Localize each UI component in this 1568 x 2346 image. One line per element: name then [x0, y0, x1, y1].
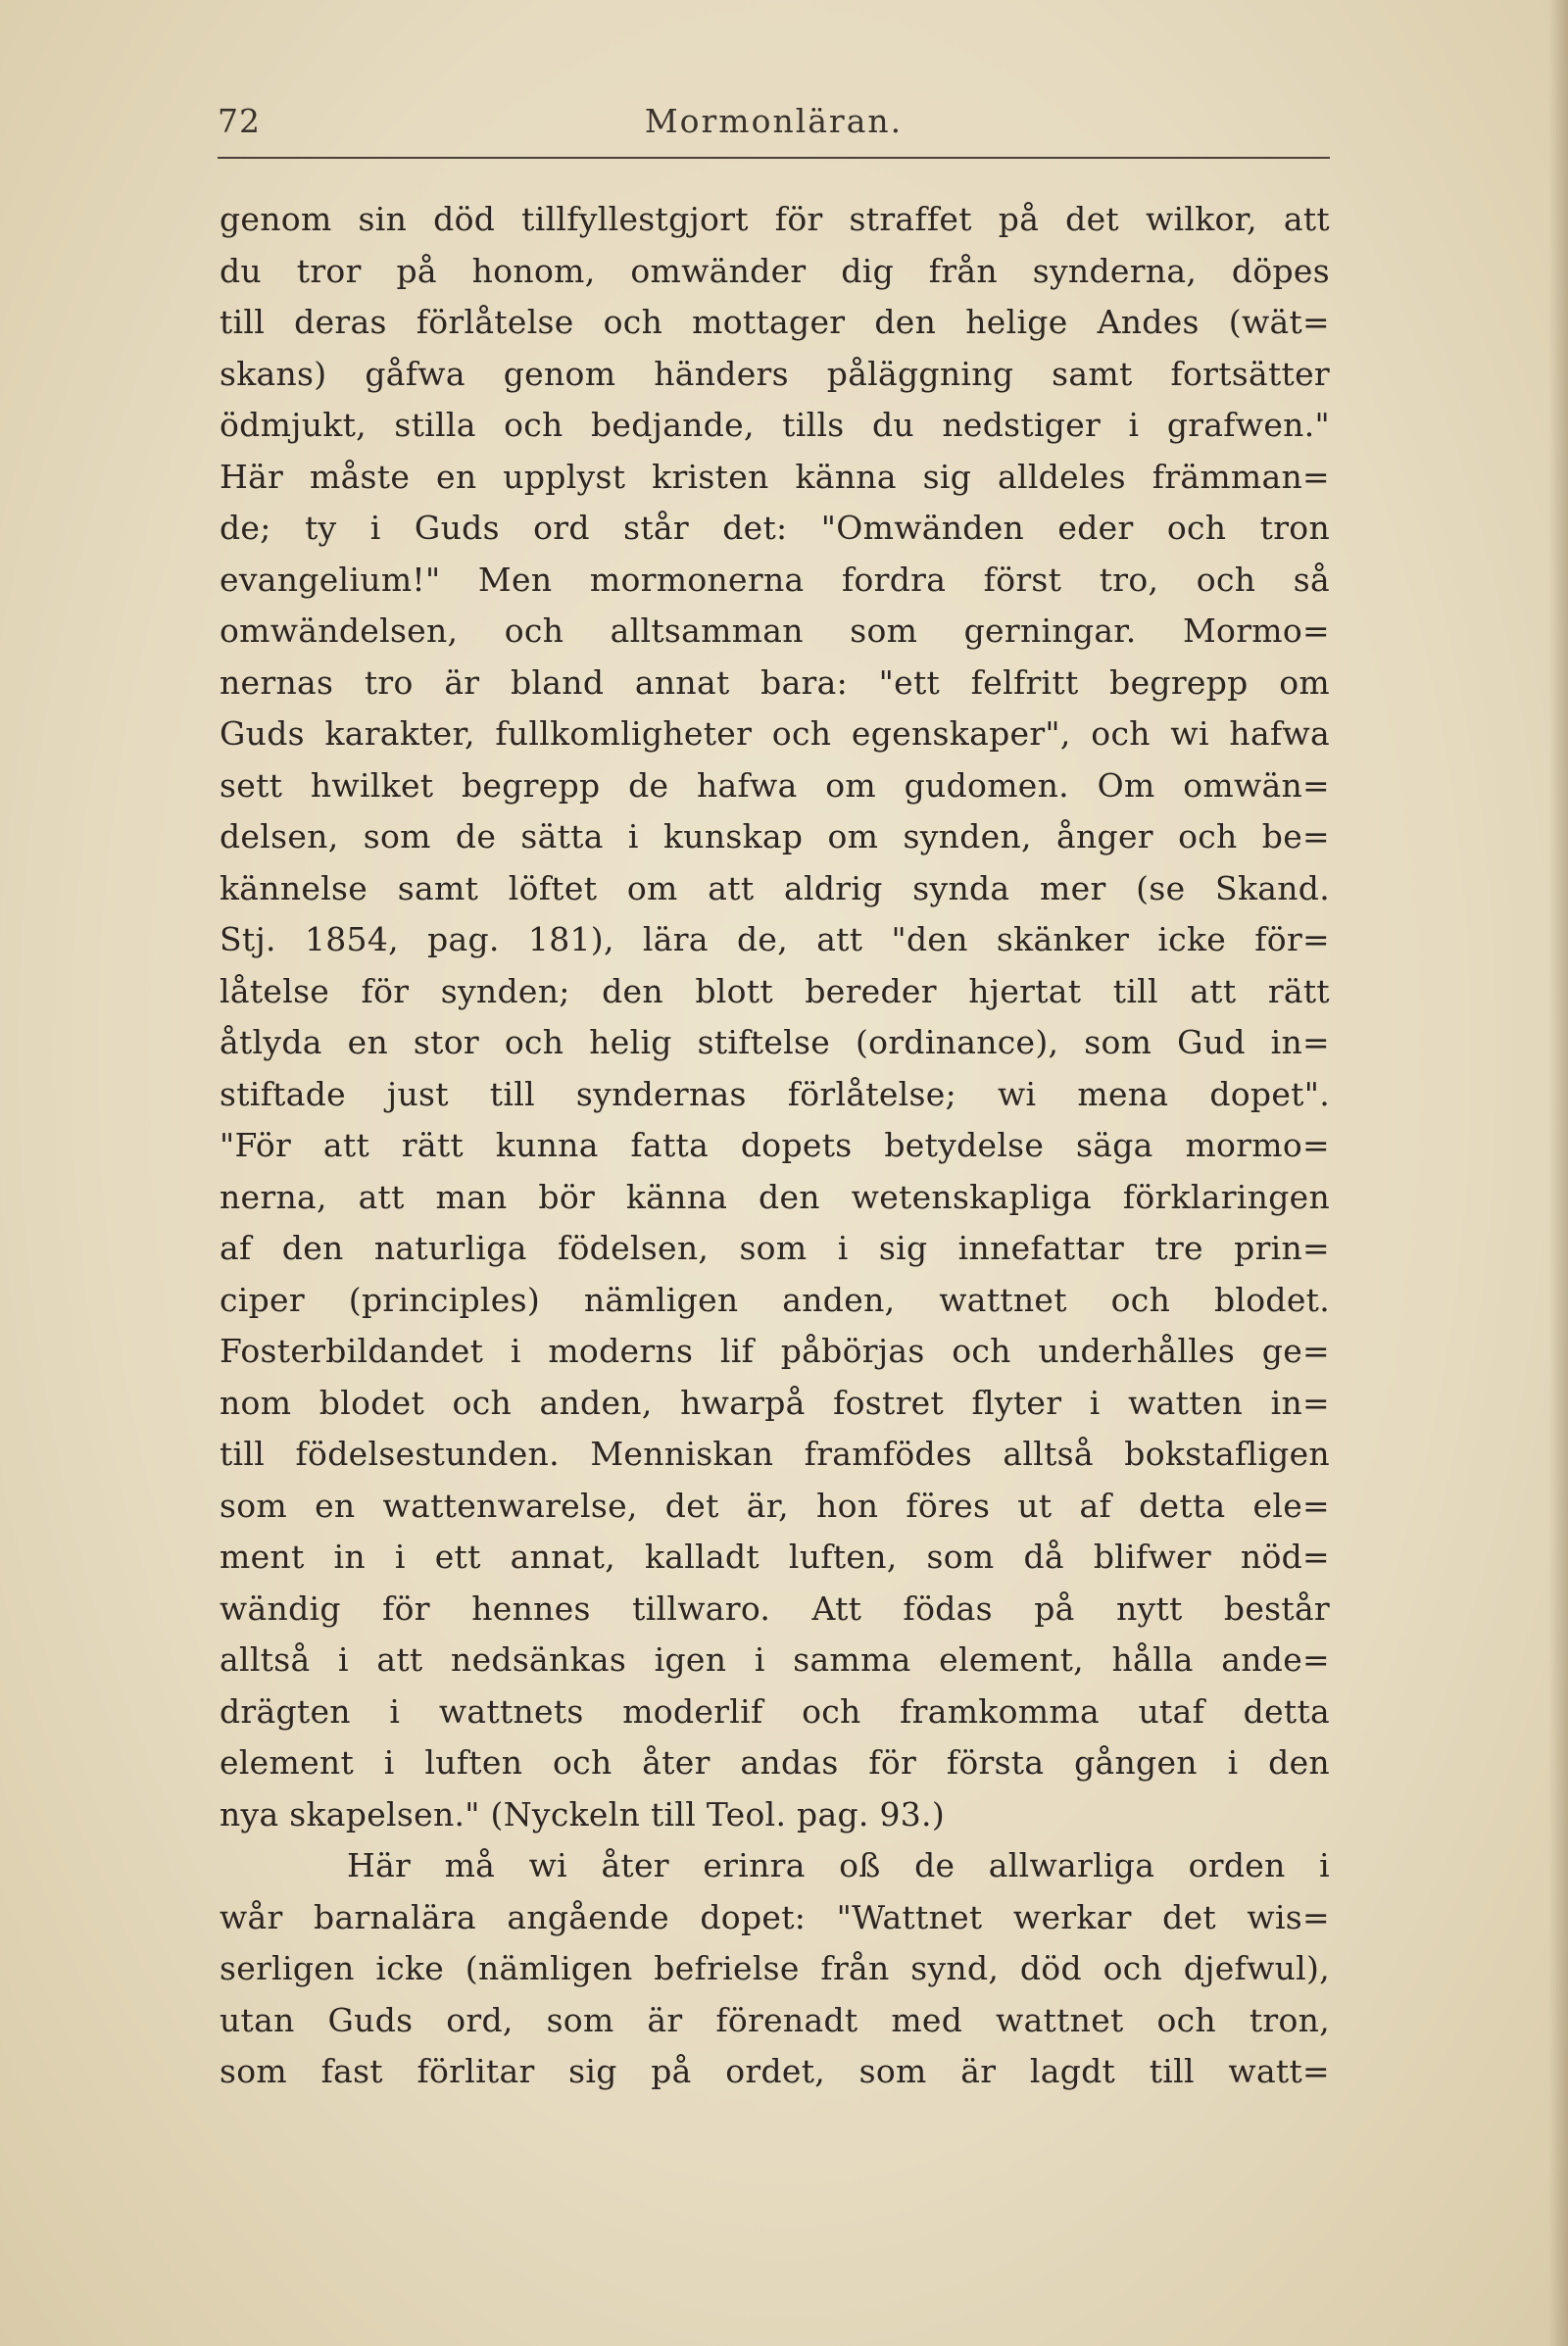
text-line: som fast förlitar sig på ordet, som är lagdt till watt= — [220, 2052, 1330, 2090]
text-line: till födelsestunden. Menniskan framfödes alltså bokstafligen — [220, 1435, 1330, 1473]
text-line: Fosterbildandet i moderns lif påbörjas och underhålles ge= — [220, 1332, 1330, 1370]
header-rule — [218, 157, 1330, 159]
text-line: drägten i wattnets moderlif och framkomma utaf detta — [220, 1691, 1330, 1731]
text-line: nom blodet och anden, hwarpå fostret flyter i watten in= — [220, 1383, 1330, 1422]
page-header — [218, 102, 1330, 149]
text-line: evangelium!" Men mormonerna fordra först tro, och så — [220, 560, 1330, 599]
text-line: låtelse för synden; den blott bereder hjertat till att rätt — [220, 971, 1330, 1010]
text-line: skans) gåfwa genom händers påläggning samt fortsätter — [220, 354, 1330, 393]
text-line: ödmjukt, stilla och bedjande, tills du nedstiger i grafwen." — [220, 406, 1330, 444]
text-line: utan Guds ord, som är förenadt med wattnet och tron, — [220, 2000, 1330, 2039]
text-line: omwändelsen, och alltsamman som gerningar. Mormo= — [220, 611, 1330, 650]
text-line: Här må wi åter erinra oß de allwarliga orden i — [347, 1846, 1330, 1884]
text-line: nernas tro är bland annat bara: "ett felfritt begrepp om — [220, 662, 1330, 702]
text-line: ment in i ett annat, kalladt luften, som då blifwer nöd= — [220, 1538, 1330, 1576]
text-line: kännelse samt löftet om att aldrig synda mer (se Skand. — [220, 868, 1330, 907]
text-line: wändig för hennes tillwaro. Att födas på nytt består — [220, 1588, 1330, 1628]
text-line: genom sin död tillfyllestgjort för straffet på det wilkor, att — [220, 200, 1330, 238]
text-line: wår barnalära angående dopet: "Wattnet werkar det wis= — [220, 1897, 1330, 1936]
text-line: du tror på honom, omwänder dig från synderna, döpes — [220, 251, 1330, 290]
text-line: de; ty i Guds ord står det: "Omwänden eder och tron — [220, 509, 1330, 547]
page-edge-shadow — [1548, 0, 1568, 2346]
text-line: nya skapelsen." (Nyckeln till Teol. pag. 93.) — [220, 1794, 945, 1833]
text-line: alltså i att nedsänkas igen i samma element, hålla ande= — [220, 1640, 1330, 1679]
text-line: af den naturliga födelsen, som i sig innefattar tre prin= — [220, 1229, 1330, 1267]
body-text — [220, 194, 1330, 2098]
running-head: Mormonläran. — [644, 102, 904, 140]
text-line: som en wattenwarelse, det är, hon föres ut af detta ele= — [220, 1486, 1330, 1525]
text-line: delsen, som de sätta i kunskap om synden, ånger och be= — [220, 817, 1330, 855]
text-line: nerna, att man bör känna den wetenskapliga förklaringen — [220, 1177, 1330, 1216]
text-line: element i luften och åter andas för första gången i den — [220, 1743, 1330, 1782]
page-number: 72 — [218, 102, 261, 140]
text-line: ciper (principles) nämligen anden, wattnet och blodet. — [220, 1280, 1330, 1319]
text-line: serligen icke (nämligen befrielse från synd, död och djefwul), — [220, 1949, 1330, 1987]
text-line: stiftade just till syndernas förlåtelse; wi mena dopet". — [220, 1074, 1330, 1113]
text-line: Guds karakter, fullkomligheter och egenskaper", och wi hafwa — [220, 714, 1330, 753]
text-line: "För att rätt kunna fatta dopets betydelse säga mormo= — [220, 1126, 1330, 1164]
text-line: Här måste en upplyst kristen känna sig alldeles främman= — [220, 457, 1330, 496]
text-line: åtlyda en stor och helig stiftelse (ordinance), som Gud in= — [220, 1023, 1330, 1061]
text-line: sett hwilket begrepp de hafwa om gudomen. Om omwän= — [220, 765, 1330, 805]
text-line: Stj. 1854, pag. 181), lära de, att "den skänker icke för= — [220, 920, 1330, 958]
text-line: till deras förlåtelse och mottager den helige Andes (wät= — [220, 303, 1330, 341]
